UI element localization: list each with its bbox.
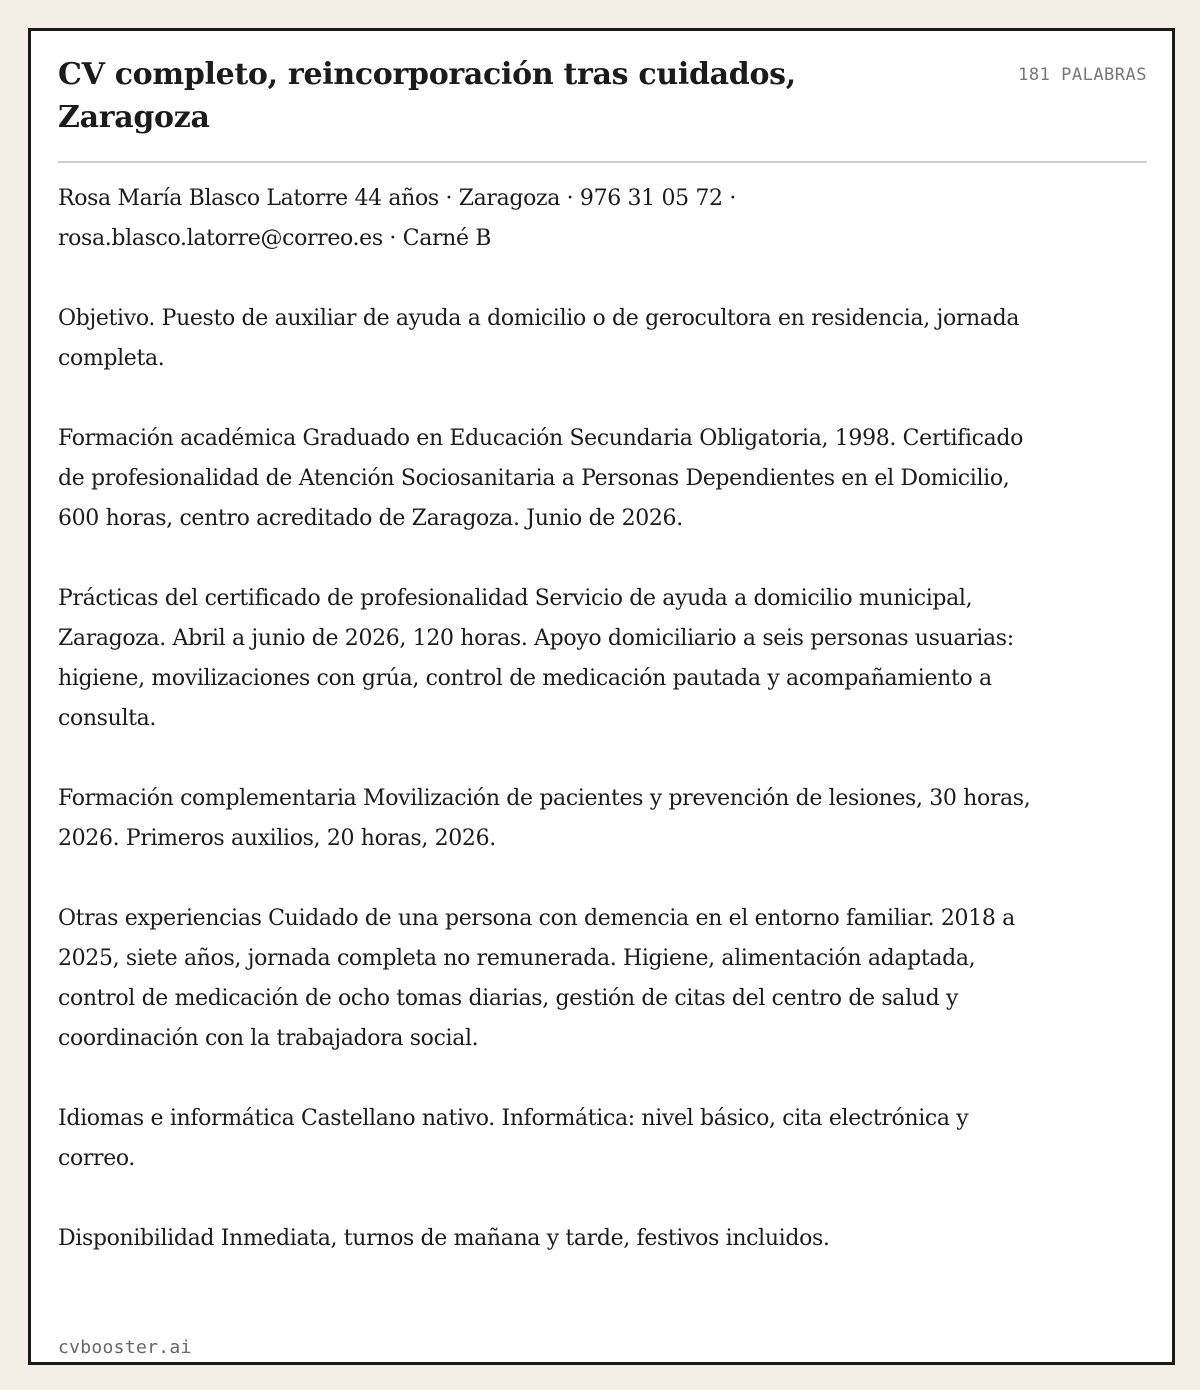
contact-line: Rosa María Blasco Latorre 44 años · Zaragoza · 976 31 05 72 · rosa.blasco.latorre@correo.es · Carné B [58, 186, 736, 251]
cv-card [28, 28, 1175, 1365]
languages-section: Idiomas e informática Castellano nativo. Informática: nivel básico, cita electrónica y correo. [58, 1106, 969, 1171]
availability-section: Disponibilidad Inmediata, turnos de mañana y tarde, festivos incluidos. [58, 1226, 830, 1251]
page-title: CV completo, reincorporación tras cuidados, Zaragoza [58, 57, 796, 135]
brand-footer: cvbooster.ai [58, 1337, 192, 1358]
internship-section: Prácticas del certificado de profesionalidad Servicio de ayuda a domicilio municipal, Zaragoza. Abril a junio de 2026, 120 horas. Apoyo domiciliario a seis personas usuarias: higiene, movilizaciones con grúa, control de medicación pautada y acompañamiento a consulta. [58, 586, 1014, 731]
other-experience-section: Otras experiencias Cuidado de una persona con demencia en el entorno familiar. 2018 a 2025, siete años, jornada completa no remunerada. Higiene, alimentación adaptada, control de medicación de ocho tomas diarias, gestión de citas del centro de salud y coordinación con la trabajadora social. [58, 906, 1015, 1051]
cv-header [58, 53, 1147, 139]
objective-section: Objetivo. Puesto de auxiliar de ayuda a domicilio o de gerocultora en residencia, jornada completa. [58, 306, 1020, 371]
cv-body [58, 179, 1043, 1299]
header-divider [58, 161, 1147, 163]
complementary-training-section: Formación complementaria Movilización de pacientes y prevención de lesiones, 30 horas, 2026. Primeros auxilios, 20 horas, 2026. [58, 786, 1031, 851]
education-section: Formación académica Graduado en Educación Secundaria Obligatoria, 1998. Certificado de profesionalidad de Atención Sociosanitaria a Personas Dependientes en el Domicilio, 600 horas, centro acreditado de Zaragoza. Junio de 2026. [58, 426, 1024, 531]
word-count-badge: 181 PALABRAS [1018, 65, 1147, 85]
